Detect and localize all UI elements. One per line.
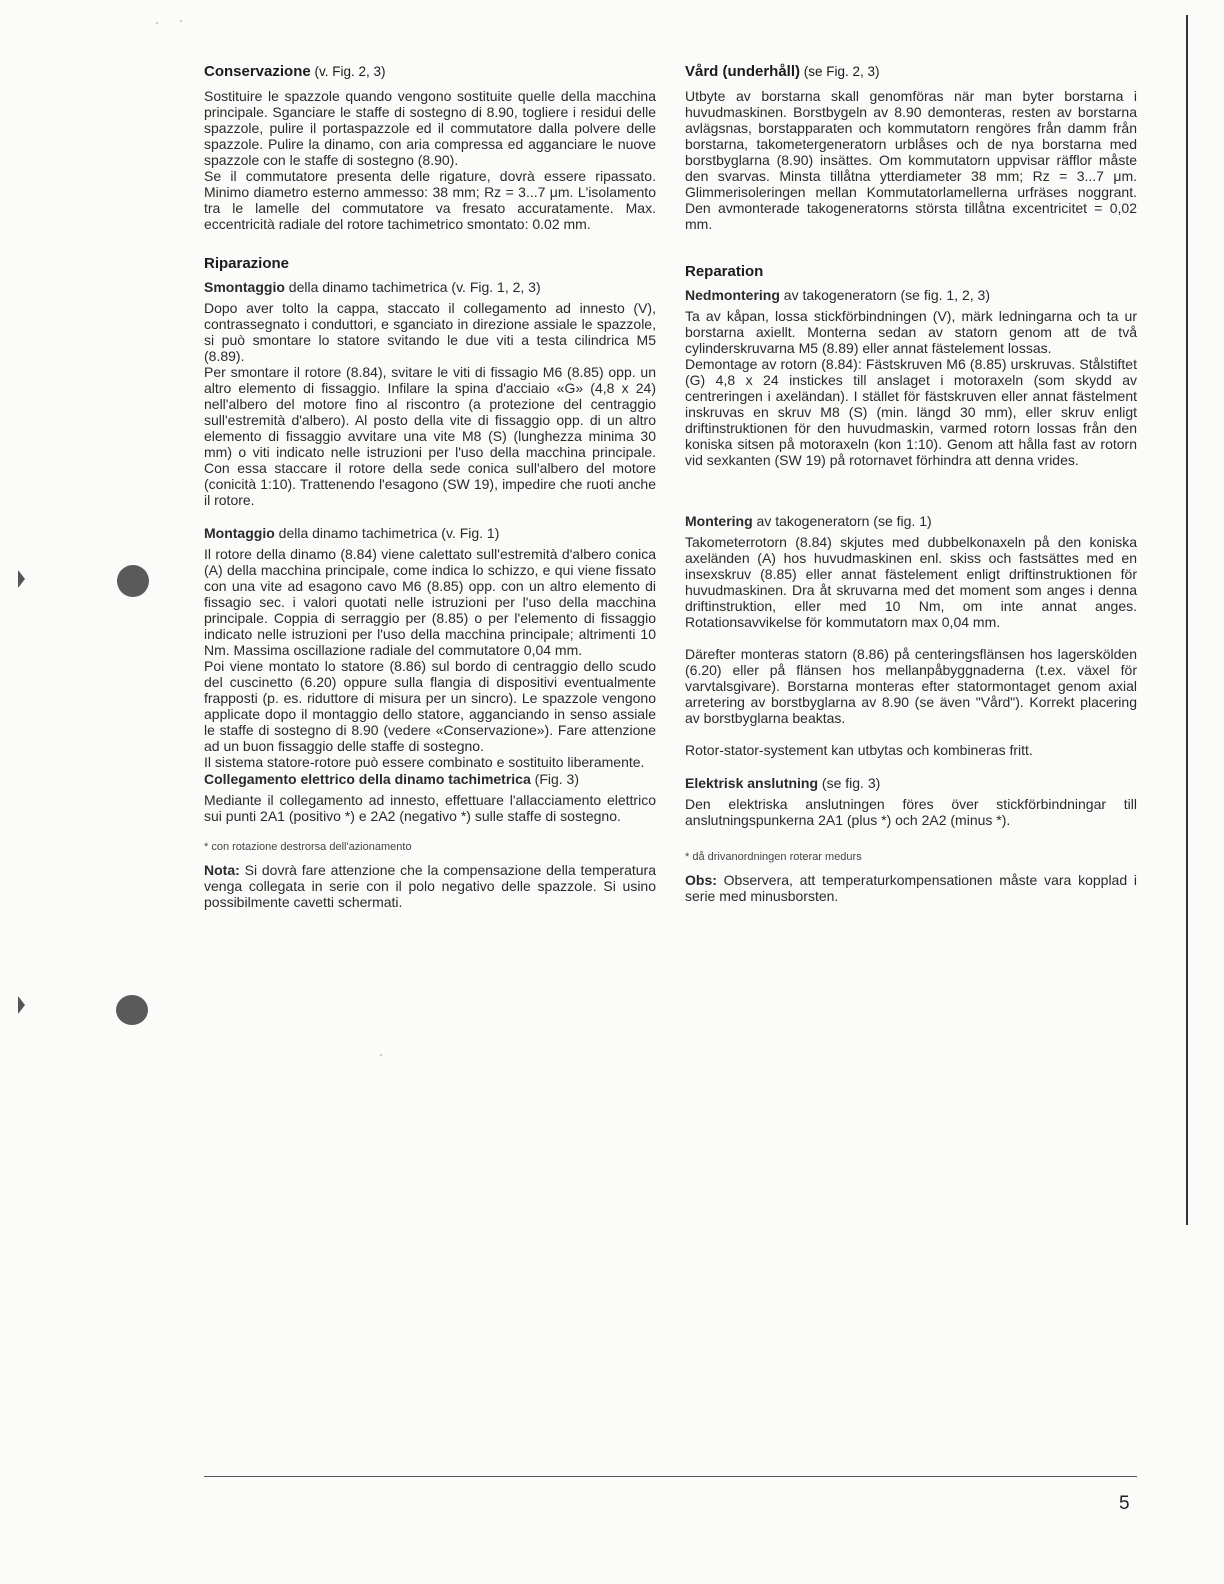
binder-hole bbox=[116, 995, 148, 1025]
italian-footnote: * con rotazione destrorsa dell'azionamento bbox=[204, 841, 412, 853]
binder-edge-mark bbox=[18, 570, 25, 588]
italian-column bbox=[204, 62, 656, 910]
riparazione-heading: Riparazione bbox=[204, 255, 290, 272]
conservazione-heading: Conservazione (v. Fig. 2, 3) bbox=[204, 63, 386, 80]
montering-body-1: Takometerrotorn (8.84) skjutes med dubbelkonaxeln på den koniska axeländen (A) hos huvudmaskinen enl. skiss och fastsättes med en insexskruv (8.85) eller annat fästelement enligt driftinstruktionen för huvudmaskinen. Dra åt skruvarna med det moment som anges i denna driftinstruktion, eller med 10 Nm, om inte annat anges. Rotationsavvikelse för kommutatorn max 0,04 mm. bbox=[685, 534, 1137, 630]
nedmontering-heading: Nedmontering av takogeneratorn (se fig. 1, 2, 3) bbox=[685, 287, 991, 303]
footer-rule bbox=[204, 1476, 1137, 1477]
nedmontering-body: Ta av kåpan, lossa stickförbindningen (V), märk ledningarna och ta ur borstarna axiellt. Monterna sedan av statorn genom att de två cylinderskruvarna M5 (8.89) eller annat fästelement lossas. Demontage av rotorn (8.84): Fästskruven M6 (8.85) urskruvas. Stålstiftet (G) 4,8 x 24 instickes till anslaget i motoraxeln (som skydd av centreringen i axeländan). I stället för fästskruven eller annat fästelment inskruvas en skruv M8 (S) (min. längd 30 mm), eller skruv enligt driftinstruktionen för den huvudmaskin, varmed rotorn lossas från den koniska sitsen på motoraxeln (kon 1:10). Genom att hålla fast av rotorn vid sexkanten (SW 19) på rotornavet förhindra att denna vrides. bbox=[685, 308, 1137, 468]
smontaggio-body: Dopo aver tolto la cappa, staccato il collegamento ad innesto (V), contrassegnato i conduttori, e sganciato in direzione assiale le spazzole, si può smontare lo statore svitando le due viti a testa cilindrica M5 (8.89). Per smontare il rotore (8.84), svitare le viti di fissagio M6 (8.85) opp. un altro elemento di fissaggio. Infilare la spina d'acciaio «G» (4,8 x 24) nell'albero del motore fino al riscontro (a protezione del centraggio sull'estremità d'albero). Al posto della vite di fissaggio opp. di un altro elemento di fissaggio avvitare una vite M8 (S) (lunghezza minima 30 mm) o viti indicato nelle istruzioni per l'uso della macchina principale. Con essa staccare il rotore della sede conica sull'albero del motore (conicità 1:10). Trattenendo l'esagono (SW 19), impedire che ruoti anche il rotore. bbox=[204, 300, 656, 508]
reparation-heading: Reparation bbox=[685, 263, 764, 280]
swedish-column bbox=[685, 62, 1137, 904]
smontaggio-heading: Smontaggio della dinamo tachimetrica (v. Fig. 1, 2, 3) bbox=[204, 279, 541, 295]
collegamento-body: Mediante il collegamento ad innesto, effettuare l'allacciamento elettrico sui punti 2A1 (positivo *) e 2A2 (negativo *) sulle staffe di sostegno. bbox=[204, 792, 656, 824]
vard-heading: Vård (underhåll) (se Fig. 2, 3) bbox=[685, 63, 880, 80]
collegamento-heading: Collegamento elettrico della dinamo tachimetrica (Fig. 3) bbox=[204, 771, 579, 787]
elektrisk-body: Den elektriska anslutningen föres över stickförbindningar till anslutningspunkerna 2A1 (plus *) och 2A2 (minus *). bbox=[685, 796, 1137, 828]
speck bbox=[180, 20, 182, 22]
vard-body: Utbyte av borstarna skall genomföras när man byter borstarna i huvudmaskinen. Borstbygeln av 8.90 demonteras, resten av borstarna avlägsnas, borstapparaten och kommutatorn rengöres från damm från borstarna, takometergeneratorn urblåses och de nya borstarna med borstbyglarna (8.90) insättes. Om kommutatorn uppvisar räfflor måste den svarvas. Minsta tillåtna ytterdiameter 38 mm; Rz = 3...7 μm. Glimmerisoleringen mellan Kommutatorlamellerna urfräses noggrant. Den avmonterade takogeneratorns största tillåtna excentricitet = 0,02 mm. bbox=[685, 88, 1137, 232]
page-edge-line bbox=[1186, 15, 1188, 1225]
swedish-footnote: * då drivanordningen roterar medurs bbox=[685, 851, 862, 863]
montering-heading: Montering av takogeneratorn (se fig. 1) bbox=[685, 513, 932, 529]
elektrisk-heading: Elektrisk anslutning (se fig. 3) bbox=[685, 775, 881, 791]
montering-body-2: Därefter monteras statorn (8.86) på centeringsflänsen hos lagerskölden (6.20) eller på flänsen hos mellanpåbyggnaderna (t.ex. växel för varvtalsgivare). Borstarna monteras efter statormontaget genom axial arretering av borstbyglarna av 8.90 (se även "Vård"). Korrekt placering av borstbyglarna beaktas. bbox=[685, 646, 1137, 726]
binder-edge-mark bbox=[18, 996, 25, 1014]
binder-hole bbox=[117, 565, 149, 597]
conservazione-body: Sostituire le spazzole quando vengono sostituite quelle della macchina principale. Sganciare le staffe di sostegno di 8.90, togliere i residui delle spazzole, pulire il portaspazzole ed il commutatore dalla polvere delle spazzole. Pulire la dinamo, con aria compressa ed agganciare le nuove spazzole con le staffe di sostegno (8.90). Se il commutatore presenta delle rigature, dovrà essere ripassato. Minimo diametro esterno ammesso: 38 mm; Rz = 3...7 μm. L'isolamento tra le lamelle del commutatore va fresato accuratamente. Max. eccentricità radiale del rotore tachimetrico smontato: 0.02 mm. bbox=[204, 88, 656, 232]
montering-body-3: Rotor-stator-systement kan utbytas och kombineras fritt. bbox=[685, 742, 1033, 758]
nota-paragraph: Nota: Si dovrà fare attenzione che la compensazione della temperatura venga collegata in serie con il polo negativo delle spazzole. Si usino possibilmente cavetti schermati. bbox=[204, 862, 656, 910]
montaggio-heading: Montaggio della dinamo tachimetrica (v. Fig. 1) bbox=[204, 525, 500, 541]
montaggio-body: Il rotore della dinamo (8.84) viene calettato sull'estremità d'albero conica (A) della macchina principale, come indica lo schizzo, e qui viene fissato con una vite ad esagono cavo M6 (8.85) opp. con un altro elemento di fissagio sec. i valori quotati nelle istruzioni per l'uso della macchina principale. Coppia di serraggio per (8.85) o per l'elemento di fissaggio indicato nelle istruzioni per l'uso della macchina principale; altrimenti 10 Nm. Massima oscillazione radiale del commutatore 0,04 mm. Poi viene montato lo statore (8.86) sul bordo di centraggio dello scudo del cuscinetto (6.20) oppure sulla flangia di dispositivi eventualmente frapposti (p. es. riduttore di misura per un sincro). Le spazzole vengono applicate dopo il montaggio dello statore, agganciando in senso assiale le staffe di sostegno di 8.90 (vedere «Conservazione»). Fare attenzione ad un buon fissaggio delle staffe di sostegno. Il sistema statore-rotore può essere combinato e sostituito liberamente. bbox=[204, 546, 656, 770]
speck bbox=[156, 22, 158, 24]
page-number: 5 bbox=[1119, 1493, 1130, 1514]
obs-paragraph: Obs: Observera, att temperaturkompensationen måste vara kopplad i serie med minusborsten. bbox=[685, 872, 1137, 904]
speck bbox=[380, 1054, 382, 1056]
